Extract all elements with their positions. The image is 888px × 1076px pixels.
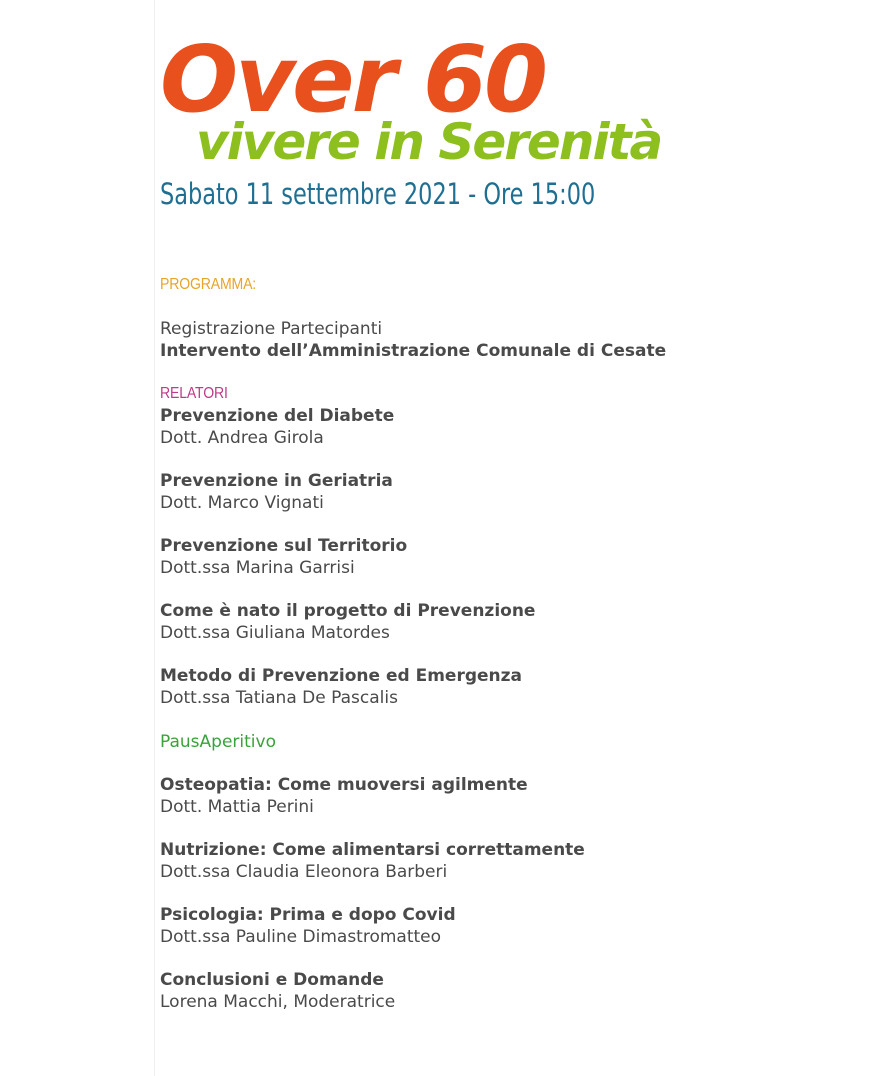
- talk-speaker: Dott. Mattia Perini: [160, 797, 314, 817]
- talk-item: [160, 535, 407, 579]
- talk-title: Come è nato il progetto di Prevenzione: [160, 601, 536, 621]
- registration-item: Registrazione Partecipanti: [160, 319, 383, 339]
- talk-title: Prevenzione sul Territorio: [160, 536, 408, 556]
- talk-item: [160, 600, 535, 644]
- talk-speaker: Dott.ssa Giuliana Matordes: [160, 623, 390, 643]
- talk-speaker: Dott. Marco Vignati: [160, 493, 324, 513]
- talk-speaker: Dott.ssa Marina Garrisi: [160, 558, 355, 578]
- title-subtitle: vivere in Serenità: [196, 113, 662, 171]
- talk-item: [160, 665, 522, 709]
- talk-item: [160, 405, 394, 449]
- talk-speaker: Dott.ssa Claudia Eleonora Barberi: [160, 862, 448, 882]
- page-edge-divider: [154, 0, 155, 1076]
- talk-item: [160, 839, 585, 883]
- opening-item: Intervento dell’Amministrazione Comunale di Cesate: [160, 341, 667, 361]
- talk-item: [160, 904, 456, 948]
- program-label: PROGRAMMA:: [160, 276, 257, 293]
- title-over-60: Over 60: [160, 26, 546, 133]
- talk-speaker: Lorena Macchi, Moderatrice: [160, 992, 396, 1012]
- talk-title: Prevenzione del Diabete: [160, 406, 395, 426]
- talk-speaker: Dott. Andrea Girola: [160, 428, 324, 448]
- talk-speaker: Dott.ssa Tatiana De Pascalis: [160, 688, 398, 708]
- talk-title: Conclusioni e Domande: [160, 970, 384, 990]
- talk-title: Nutrizione: Come alimentarsi correttamente: [160, 840, 585, 860]
- speakers-label: RELATORI: [160, 385, 228, 402]
- talk-item: [160, 774, 528, 818]
- talk-speaker: Dott.ssa Pauline Dimastromatteo: [160, 927, 442, 947]
- break-label: PausAperitivo: [160, 732, 276, 752]
- talk-title: Prevenzione in Geriatria: [160, 471, 393, 491]
- talk-title: Osteopatia: Come muoversi agilmente: [160, 775, 528, 795]
- talk-title: Psicologia: Prima e dopo Covid: [160, 905, 456, 925]
- event-date-time: Sabato 11 settembre 2021 - Ore 15:00: [160, 177, 596, 211]
- talk-item: [160, 470, 393, 514]
- talk-item: [160, 969, 395, 1013]
- talk-title: Metodo di Prevenzione ed Emergenza: [160, 666, 522, 686]
